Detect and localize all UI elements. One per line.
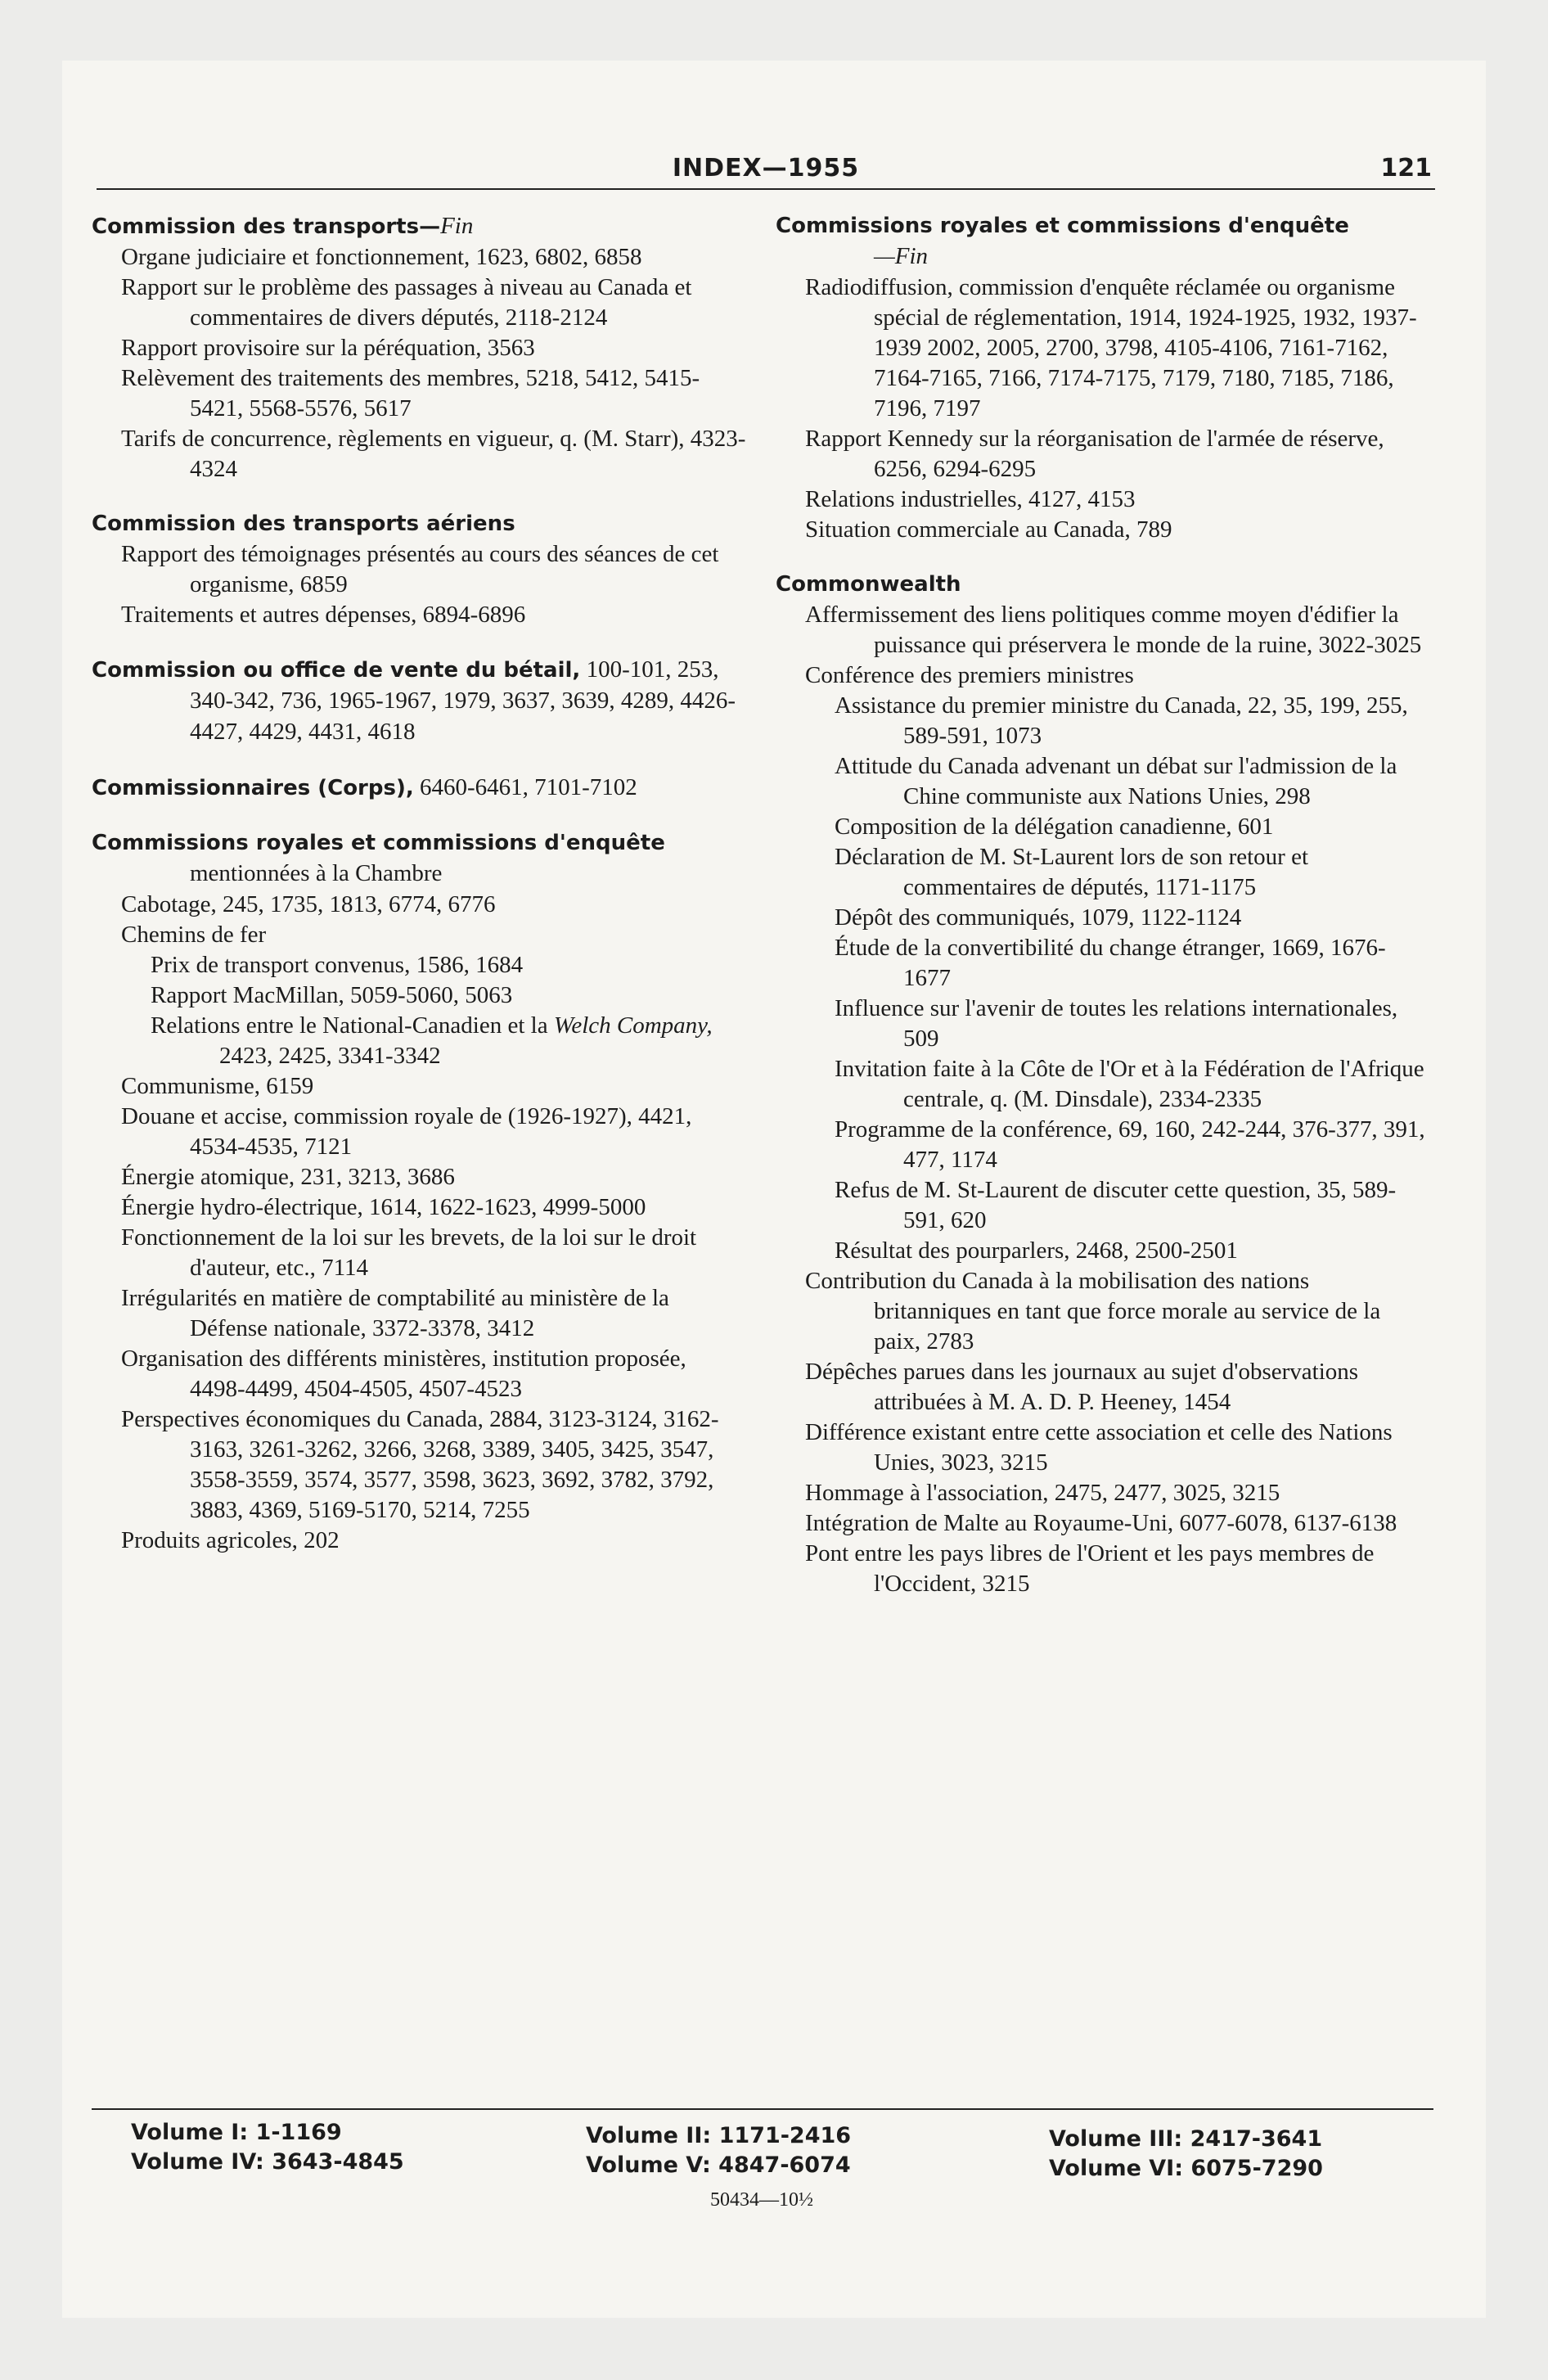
index-heading: [92, 211, 746, 242]
index-entry: Radiodiffusion, commission d'enquête réclamée ou organisme spécial de réglementation, 1914, 1924-1925, 1932, 1937-1939 2002, 2005, 2700, 3798, 4105-4106, 7161-7162, 7164-7165, 7166, 7174-7175, 7179, 7180, 7185, 7186, 7196, 7197: [805, 274, 1417, 421]
entry-pages: 2423, 2425, 3341-3342: [219, 1043, 441, 1069]
index-subentry: Assistance du premier ministre du Canada, 22, 35, 199, 255, 589-591, 1073: [835, 692, 1408, 749]
index-subentry: Invitation faite à la Côte de l'Or et à la Fédération de l'Afrique centrale, q. (M. Dinsdale), 2334-2335: [835, 1056, 1424, 1112]
index-subentry: Dépôt des communiqués, 1079, 1122-1124: [835, 904, 1242, 931]
index-subentry: Programme de la conférence, 69, 160, 242-244, 376-377, 391, 477, 1174: [835, 1116, 1425, 1173]
heading-text: Commission ou office de vente du bétail,: [92, 658, 581, 683]
volume-range: Volume VI: 6075-7290: [1049, 2156, 1323, 2181]
heading-text: Commission des transports—: [92, 214, 441, 239]
volume-range: Volume IV: 3643-4845: [131, 2149, 404, 2175]
index-entry: Intégration de Malte au Royaume-Uni, 6077-6078, 6137-6138: [805, 1510, 1397, 1536]
index-subentry: Prix de transport convenus, 1586, 1684: [151, 952, 524, 978]
index-entry: Produits agricoles, 202: [121, 1527, 340, 1553]
index-entry: Relèvement des traitements des membres, 5218, 5412, 5415-5421, 5568-5576, 5617: [121, 365, 700, 421]
volume-range: Volume I: 1-1169: [131, 2120, 342, 2145]
page-number: 121: [1380, 154, 1432, 183]
heading-text: Commissions royales et commissions d'enquête: [776, 214, 1349, 238]
volume-range: Volume III: 2417-3641: [1049, 2126, 1323, 2152]
heading-pages: 6460-6461, 7101-7102: [413, 774, 637, 800]
index-entry: Énergie atomique, 231, 3213, 3686: [121, 1164, 455, 1190]
heading-text: Commissions royales et commissions d'enquête: [92, 831, 665, 855]
index-entry: Traitements et autres dépenses, 6894-6896: [121, 602, 526, 628]
entry-italic: Welch Company,: [553, 1012, 713, 1039]
index-entry: Chemins de fer: [121, 922, 267, 948]
index-entry: Conférence des premiers ministres: [805, 662, 1134, 688]
heading-fin: —Fin: [874, 243, 929, 269]
index-entry: Rapport provisoire sur la péréquation, 3563: [121, 335, 535, 361]
index-entry: Rapport des témoignages présentés au cours des séances de cet organisme, 6859: [121, 541, 719, 597]
index-entry: Énergie hydro-électrique, 1614, 1622-1623, 4999-5000: [121, 1194, 646, 1220]
index-entry: Rapport Kennedy sur la réorganisation de l'armée de réserve, 6256, 6294-6295: [805, 426, 1384, 482]
right-column: [776, 211, 1430, 1599]
index-heading: [776, 211, 1430, 273]
index-entry: Situation commerciale au Canada, 789: [805, 516, 1172, 543]
index-subentry: Déclaration de M. St-Laurent lors de son retour et commentaires de députés, 1171-1175: [835, 844, 1309, 900]
index-subentry: Rapport MacMillan, 5059-5060, 5063: [151, 982, 513, 1008]
index-subentry: Attitude du Canada advenant un débat sur l'admission de la Chine communiste aux Nations Unies, 298: [835, 753, 1397, 809]
index-subentry: Composition de la délégation canadienne, 601: [835, 814, 1274, 840]
index-subentry: Étude de la convertibilité du change étranger, 1669, 1676-1677: [835, 935, 1386, 991]
page-title: INDEX—1955: [672, 154, 860, 183]
page-header: [97, 156, 1435, 190]
footer-rule: [92, 2108, 1433, 2110]
heading-text: Commissionnaires (Corps),: [92, 776, 414, 800]
index-subentry: Refus de M. St-Laurent de discuter cette question, 35, 589-591, 620: [835, 1177, 1397, 1233]
index-entry: Relations industrielles, 4127, 4153: [805, 486, 1136, 512]
volume-range: Volume V: 4847-6074: [586, 2152, 851, 2178]
index-entry: Douane et accise, commission royale de (1926-1927), 4421, 4534-4535, 7121: [121, 1103, 692, 1160]
volume-range: Volume II: 1171-2416: [586, 2123, 852, 2148]
print-code: 50434—10½: [710, 2189, 813, 2211]
index-heading: [92, 828, 746, 890]
index-entry: Différence existant entre cette association et celle des Nations Unies, 3023, 3215: [805, 1419, 1393, 1476]
index-entry: Dépêches parues dans les journaux au sujet d'observations attribuées à M. A. D. P. Heeney, 1454: [805, 1359, 1359, 1415]
index-entry: Pont entre les pays libres de l'Orient et les pays membres de l'Occident, 3215: [805, 1540, 1375, 1597]
index-entry: Fonctionnement de la loi sur les brevets, de la loi sur le droit d'auteur, etc., 7114: [121, 1224, 697, 1281]
heading-pages: 100-101, 253, 340-342, 736, 1965-1967, 1979, 3637, 3639, 4289, 4426-4427, 4429, 4431, 4618: [190, 656, 736, 745]
index-entry: Hommage à l'association, 2475, 2477, 3025, 3215: [805, 1480, 1280, 1506]
index-heading: Commission des transports aériens: [92, 512, 515, 536]
index-entry: Tarifs de concurrence, règlements en vigueur, q. (M. Starr), 4323-4324: [121, 426, 746, 482]
index-entry: Organisation des différents ministères, institution proposée, 4498-4499, 4504-4505, 4507-4523: [121, 1346, 686, 1402]
index-subentry: [92, 1011, 746, 1071]
index-subentry: Influence sur l'avenir de toutes les relations internationales, 509: [835, 995, 1398, 1052]
index-heading: [92, 773, 746, 804]
index-entry: Irrégularités en matière de comptabilité au ministère de la Défense nationale, 3372-3378, 3412: [121, 1285, 669, 1341]
index-entry: Organe judiciaire et fonctionnement, 1623, 6802, 6858: [121, 244, 642, 270]
index-subentry: Résultat des pourparlers, 2468, 2500-2501: [835, 1237, 1238, 1264]
index-entry: Communisme, 6159: [121, 1073, 314, 1099]
index-entry: Perspectives économiques du Canada, 2884, 3123-3124, 3162-3163, 3261-3262, 3266, 3268, 3389, 3405, 3425, 3547, 3558-3559, 3574, 3577, 3598, 3623, 3692, 3782, 3792, 3883, 4369, 5169-5170, 5214, 7255: [121, 1406, 719, 1523]
left-column: [92, 211, 746, 1556]
index-heading: Commonwealth: [776, 572, 961, 597]
entry-text: Relations entre le National-Canadien et la: [151, 1012, 554, 1039]
heading-fin: Fin: [440, 213, 474, 239]
heading-subtitle: mentionnées à la Chambre: [190, 860, 443, 886]
index-entry: Affermissement des liens politiques comme moyen d'édifier la puissance qui préservera le monde de la ruine, 3022-3025: [805, 602, 1422, 658]
index-entry: Contribution du Canada à la mobilisation des nations britanniques en tant que force morale au service de la paix, 2783: [805, 1268, 1381, 1355]
index-entry: Cabotage, 245, 1735, 1813, 6774, 6776: [121, 891, 496, 917]
index-entry: Rapport sur le problème des passages à niveau au Canada et commentaires de divers députés, 2118-2124: [121, 274, 692, 331]
index-heading: [92, 655, 746, 748]
